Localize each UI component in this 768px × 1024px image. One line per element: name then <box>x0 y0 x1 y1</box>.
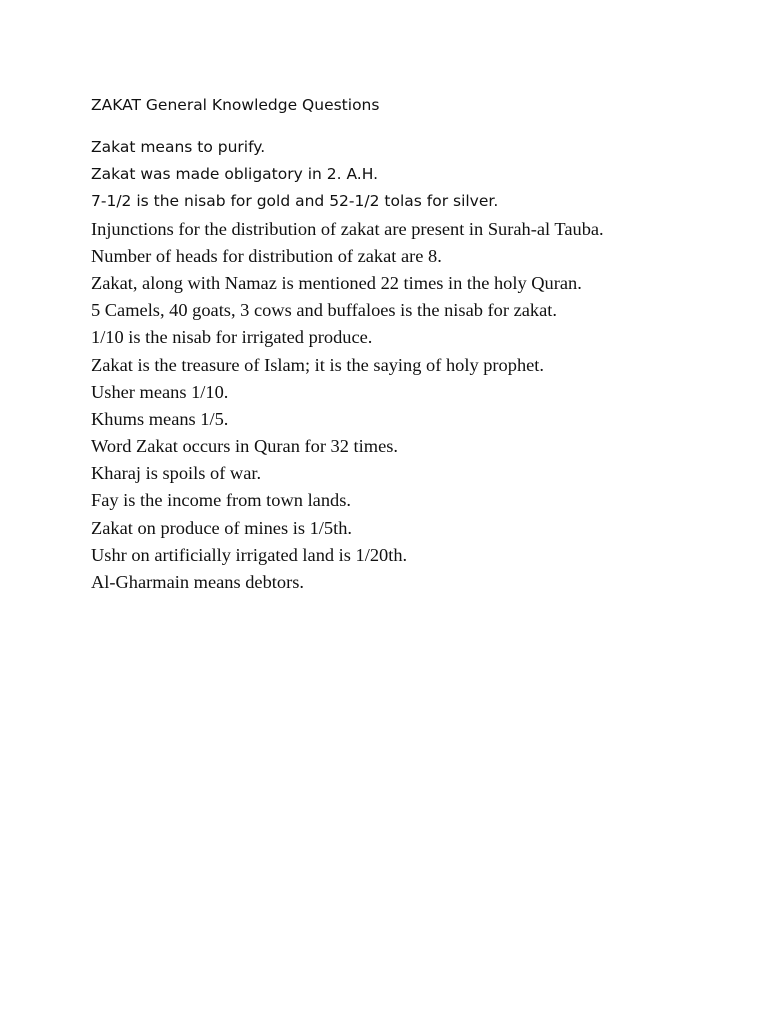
fact-line: Kharaj is spoils of war. <box>91 463 262 484</box>
fact-line: Usher means 1/10. <box>91 381 229 402</box>
fact-line: Al-Gharmain means debtors. <box>91 572 304 592</box>
fact-line: Zakat, along with Namaz is mentioned 22 times in the holy Quran. <box>91 272 582 293</box>
document-title: ZAKAT General Knowledge Questions <box>91 96 380 114</box>
fact-line: Word Zakat occurs in Quran for 32 times. <box>91 436 398 457</box>
fact-line: Ushr on artificially irrigated land is 1/20th. <box>91 544 408 565</box>
fact-line: Fay is the income from town lands. <box>91 490 351 511</box>
fact-line: 7-1/2 is the nisab for gold and 52-1/2 tolas for silver. <box>91 192 499 211</box>
fact-line: Khums means 1/5. <box>91 408 229 429</box>
facts-list <box>91 134 604 596</box>
fact-line: Zakat is the treasure of Islam; it is the saying of holy prophet. <box>91 354 545 375</box>
fact-line: Zakat on produce of mines is 1/5th. <box>91 517 352 538</box>
fact-line: Number of heads for distribution of zakat are 8. <box>91 245 442 266</box>
fact-line: Zakat was made obligatory in 2. A.H. <box>91 165 379 184</box>
fact-line: Injunctions for the distribution of zakat are present in Surah-al Tauba. <box>91 218 604 239</box>
fact-line: 1/10 is the nisab for irrigated produce. <box>91 327 373 348</box>
fact-line: 5 Camels, 40 goats, 3 cows and buffaloes is the nisab for zakat. <box>91 300 557 321</box>
fact-line: Zakat means to purify. <box>91 138 266 156</box>
